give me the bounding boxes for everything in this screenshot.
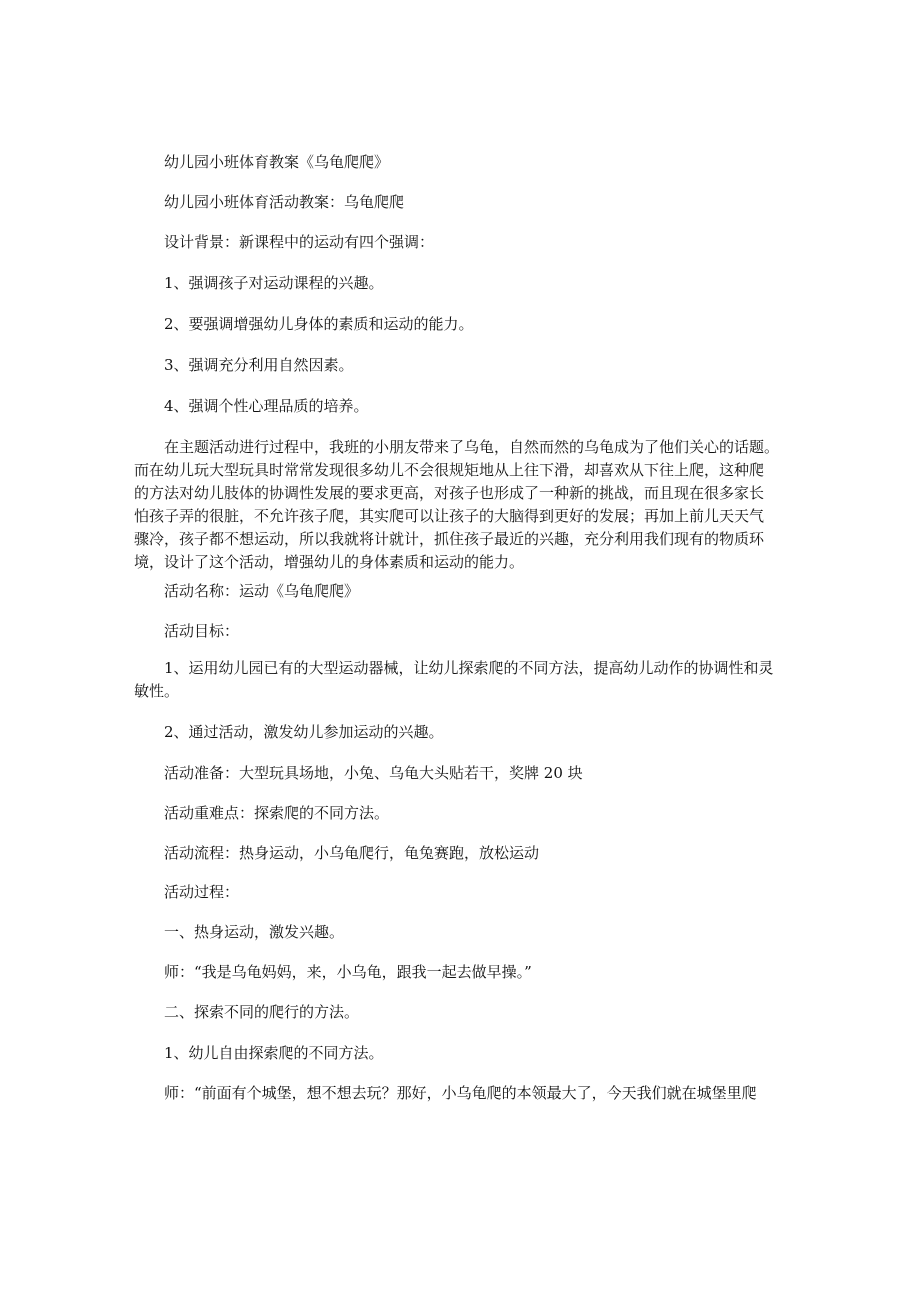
teacher-quote-1: 师：“我是乌龟妈妈，来，小乌龟，跟我一起去做早操。” bbox=[164, 963, 532, 981]
activity-name: 活动名称：运动《乌龟爬爬》 bbox=[164, 582, 360, 600]
paragraph-line: 在主题活动进行过程中，我班的小朋友带来了乌龟，自然而然的乌龟成为了他们关心的话题。 bbox=[164, 438, 780, 456]
step-2: 二、探索不同的爬行的方法。 bbox=[164, 1003, 360, 1021]
activity-key-point: 活动重难点：探索爬的不同方法。 bbox=[164, 804, 390, 822]
document-subtitle: 幼儿园小班体育活动教案：乌龟爬爬 bbox=[164, 193, 405, 211]
goals-heading: 活动目标： bbox=[164, 622, 240, 640]
activity-preparation: 活动准备：大型玩具场地，小兔、乌龟大头贴若干，奖牌 20 块 bbox=[164, 764, 583, 782]
document-title: 幼儿园小班体育教案《乌龟爬爬》 bbox=[164, 153, 390, 171]
paragraph-line: 怕孩子弄的很脏，不允许孩子爬，其实爬可以让孩子的大脑得到更好的发展；再加上前儿天天气 bbox=[134, 507, 765, 525]
background-paragraph bbox=[134, 436, 814, 574]
paragraph-line: 敏性。 bbox=[134, 682, 180, 700]
emphasis-item: 1、强调孩子对运动课程的兴趣。 bbox=[164, 274, 384, 292]
paragraph-line: 境，设计了这个活动，增强幼儿的身体素质和运动的能力。 bbox=[134, 553, 525, 571]
goal-2: 2、通过活动，激发幼儿参加运动的兴趣。 bbox=[164, 723, 444, 741]
process-heading: 活动过程： bbox=[164, 883, 240, 901]
emphasis-item: 3、强调充分利用自然因素。 bbox=[164, 356, 354, 374]
activity-flow: 活动流程：热身运动，小乌龟爬行，龟兔赛跑，放松运动 bbox=[164, 844, 540, 862]
emphasis-item: 4、强调个性心理品质的培养。 bbox=[164, 397, 369, 415]
paragraph-line: 的方法对幼儿肢体的协调性发展的要求更高，对孩子也形成了一种新的挑战，而且现在很多家长 bbox=[134, 484, 765, 502]
teacher-quote-2: 师：“前面有个城堡，想不想去玩？那好，小乌龟爬的本领最大了，今天我们就在城堡里爬 bbox=[164, 1084, 757, 1102]
paragraph-line: 1、运用幼儿园已有的大型运动器械，让幼儿探索爬的不同方法，提高幼儿动作的协调性和灵 bbox=[164, 659, 774, 677]
paragraph-line: 而在幼儿玩大型玩具时常常发现很多幼儿不会很规矩地从上往下滑，却喜欢从下往上爬，这种爬 bbox=[134, 461, 765, 479]
background-intro: 设计背景：新课程中的运动有四个强调： bbox=[164, 233, 435, 251]
step-1: 一、热身运动，激发兴趣。 bbox=[164, 923, 345, 941]
emphasis-item: 2、要强调增强幼儿身体的素质和运动的能力。 bbox=[164, 315, 474, 333]
step-2-1: 1、幼儿自由探索爬的不同方法。 bbox=[164, 1044, 384, 1062]
paragraph-line: 骤冷，孩子都不想运动，所以我就将计就计，抓住孩子最近的兴趣，充分利用我们现有的物质环 bbox=[134, 530, 765, 548]
goal-1-paragraph bbox=[134, 657, 814, 703]
